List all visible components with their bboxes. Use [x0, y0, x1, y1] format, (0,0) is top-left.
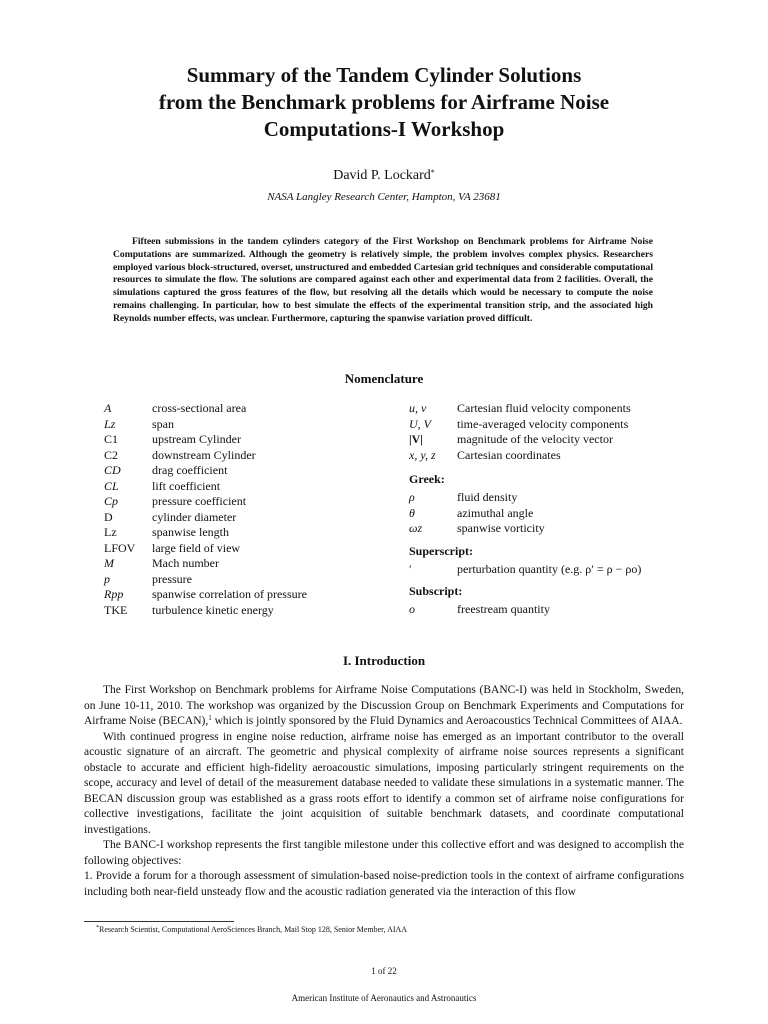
nomenclature-definition: pressure coefficient	[152, 494, 247, 508]
nomenclature-definition: Cartesian fluid velocity components	[457, 401, 631, 415]
author	[0, 168, 768, 184]
nomenclature-definition: Mach number	[152, 556, 219, 570]
nomenclature-symbol: ρ	[409, 490, 415, 504]
paragraph-text: which is jointly sponsored by the Fluid Dynamics and Aeroacoustics Technical Committees of AIAA.	[211, 715, 683, 727]
nomenclature-entry	[409, 447, 561, 464]
nomenclature-symbol: ωz	[409, 521, 423, 535]
nomenclature-symbol: Lz	[104, 525, 117, 539]
nomenclature-symbol: C2	[104, 447, 119, 462]
nomenclature-entry	[409, 561, 642, 578]
footnote	[96, 925, 407, 934]
paper-title	[84, 62, 684, 143]
introduction-body	[84, 683, 684, 900]
title-line: Summary of the Tandem Cylinder Solutions	[186, 63, 582, 87]
nomenclature-definition: cross-sectional area	[152, 401, 247, 415]
citation-ref[interactable]: 1	[208, 714, 212, 722]
section-heading: I. Introduction	[342, 653, 426, 668]
nomenclature-right-column	[409, 401, 642, 618]
nomenclature-definition: perturbation quantity (e.g. ρ′ = ρ − ρo)	[457, 561, 642, 576]
nomenclature-symbol: TKE	[104, 602, 128, 617]
nomenclature-symbol: |V|	[409, 432, 423, 446]
nomenclature-entry	[409, 401, 631, 417]
abstract: Fifteen submissions in the tandem cylinders category of the First Workshop on Benchmark problems for Airframe Noise Computations are summarized. Although the geometry is relatively simple, the problem involves complex physics. Researchers employed various block-structured, overset, unstructured and embedded Cartesian grid techniques and considerable computational resources to simulate the flow. The solutions are compared against each other and experimental data from 2 facilities. Overall, the simulations captured the gross features of the flow, but resolving all the details which would be necessary to compute the noise remains challenging. In particular, how to best simulate the effects of the experimental transition strip, and the associated high Reynolds number effects, was unclear. Furthermore, capturing the spanwise variation proved difficult.	[113, 236, 653, 324]
paragraph-text: The First Workshop on Benchmark problems for Airframe Noise Computations (BANC-I) was held in Stockholm, Sweden, on June 10-11, 2010. The workshop was organized by the Discussion Group on Benchmark Experiments and Computations for Airframe Noise (BECAN),	[84, 684, 684, 727]
nomenclature-definition: upstream Cylinder	[152, 432, 241, 446]
nomenclature-definition: turbulence kinetic energy	[152, 602, 274, 617]
nomenclature-symbol: Lz	[104, 416, 116, 431]
page-number: 1 of 22	[371, 966, 397, 976]
title-line: from the Benchmark problems for Airframe Noise	[158, 90, 610, 114]
nomenclature-symbol: Cp	[104, 494, 119, 508]
nomenclature-definition: azimuthal angle	[457, 505, 534, 520]
paragraph	[84, 683, 684, 730]
nomenclature-definition: downstream Cylinder	[152, 447, 256, 462]
nomenclature-entry	[409, 602, 550, 618]
nomenclature-symbol: CL	[104, 478, 119, 493]
nomenclature-entry	[409, 521, 545, 537]
nomenclature-definition: pressure	[152, 571, 192, 586]
nomenclature-symbol: D	[104, 509, 113, 524]
affiliation: NASA Langley Research Center, Hampton, VA 23681	[267, 191, 501, 203]
footnote-text: Research Scientist, Computational AeroSciences Branch, Mail Stop 128, Senior Member, AIAA	[99, 925, 408, 934]
paragraph: The BANC-I workshop represents the first tangible milestone under this collective effort and was designed to accomplish the following objectives:	[84, 839, 684, 867]
nomenclature-symbol: Rpp	[104, 587, 124, 601]
nomenclature-definition: fluid density	[457, 490, 518, 504]
nomenclature-heading: Nomenclature	[344, 371, 424, 386]
author-footnote-mark: *	[430, 168, 435, 177]
nomenclature-symbol: x, y, z	[409, 447, 436, 462]
superscript-heading: Superscript:	[409, 543, 473, 558]
nomenclature-definition: spanwise correlation of pressure	[152, 587, 307, 601]
nomenclature-symbol: A	[104, 401, 112, 415]
nomenclature-definition: drag coefficient	[152, 463, 228, 477]
nomenclature-definition: cylinder diameter	[152, 509, 237, 524]
nomenclature-definition: spanwise vorticity	[457, 521, 545, 535]
subscript-heading: Subscript:	[409, 584, 463, 598]
nomenclature-definition: magnitude of the velocity vector	[457, 432, 613, 446]
paragraph: With continued progress in engine noise reduction, airframe noise has emerged as an important contributor to the overall acoustic signature of an aircraft. The geometric and physical complexity of airframe noise sources represents a significant obstacle to accurate and efficient high-fidelity aeroacoustic simulations, imposing particularly stringent requirements on the scope, accuracy and level of detail of the measurement database needed to validate these simulations in a systematic manner. The BECAN discussion group was established as a grass roots effort to identify a common set of airframe noise configurations for collective investigations, facilitate the joint acquisition of suitable benchmark datasets, and coordinate computational investigations.	[84, 730, 684, 836]
footnote-rule	[84, 921, 234, 922]
nomenclature-definition: time-averaged velocity components	[457, 416, 629, 431]
nomenclature-symbol: u, v	[409, 401, 427, 415]
nomenclature-entry	[409, 505, 534, 522]
nomenclature-symbol: C1	[104, 432, 119, 446]
nomenclature-definition: spanwise length	[152, 525, 229, 539]
nomenclature-symbol: M	[104, 556, 114, 570]
nomenclature-definition: lift coefficient	[152, 478, 221, 493]
title-line: Computations-I Workshop	[263, 117, 505, 141]
nomenclature-entry	[409, 432, 613, 448]
nomenclature-symbol: θ	[409, 505, 415, 520]
nomenclature-entry	[409, 416, 629, 433]
nomenclature-definition: freestream quantity	[457, 602, 550, 616]
nomenclature-symbol: CD	[104, 463, 121, 477]
publisher: American Institute of Aeronautics and Astronautics	[291, 993, 477, 1003]
nomenclature-symbol: o	[409, 602, 415, 616]
nomenclature-definition: large field of view	[152, 540, 241, 555]
footnote-mark: *	[96, 925, 99, 931]
nomenclature-definition: span	[152, 416, 174, 431]
author-name: David P. Lockard	[333, 168, 431, 183]
nomenclature-symbol: ′	[409, 561, 412, 576]
nomenclature-symbol: p	[104, 571, 110, 586]
nomenclature-symbol: U, V	[409, 416, 431, 431]
nomenclature-entry	[409, 490, 518, 506]
nomenclature-definition: Cartesian coordinates	[457, 447, 561, 462]
greek-heading: Greek:	[409, 472, 445, 486]
nomenclature-symbol: LFOV	[104, 540, 136, 555]
paragraph: 1. Provide a forum for a thorough assessment of simulation-based noise-prediction tools in the context of airframe configurations including both near-field unsteady flow and the acoustic radiation generated via the interaction of this flow	[84, 870, 684, 898]
